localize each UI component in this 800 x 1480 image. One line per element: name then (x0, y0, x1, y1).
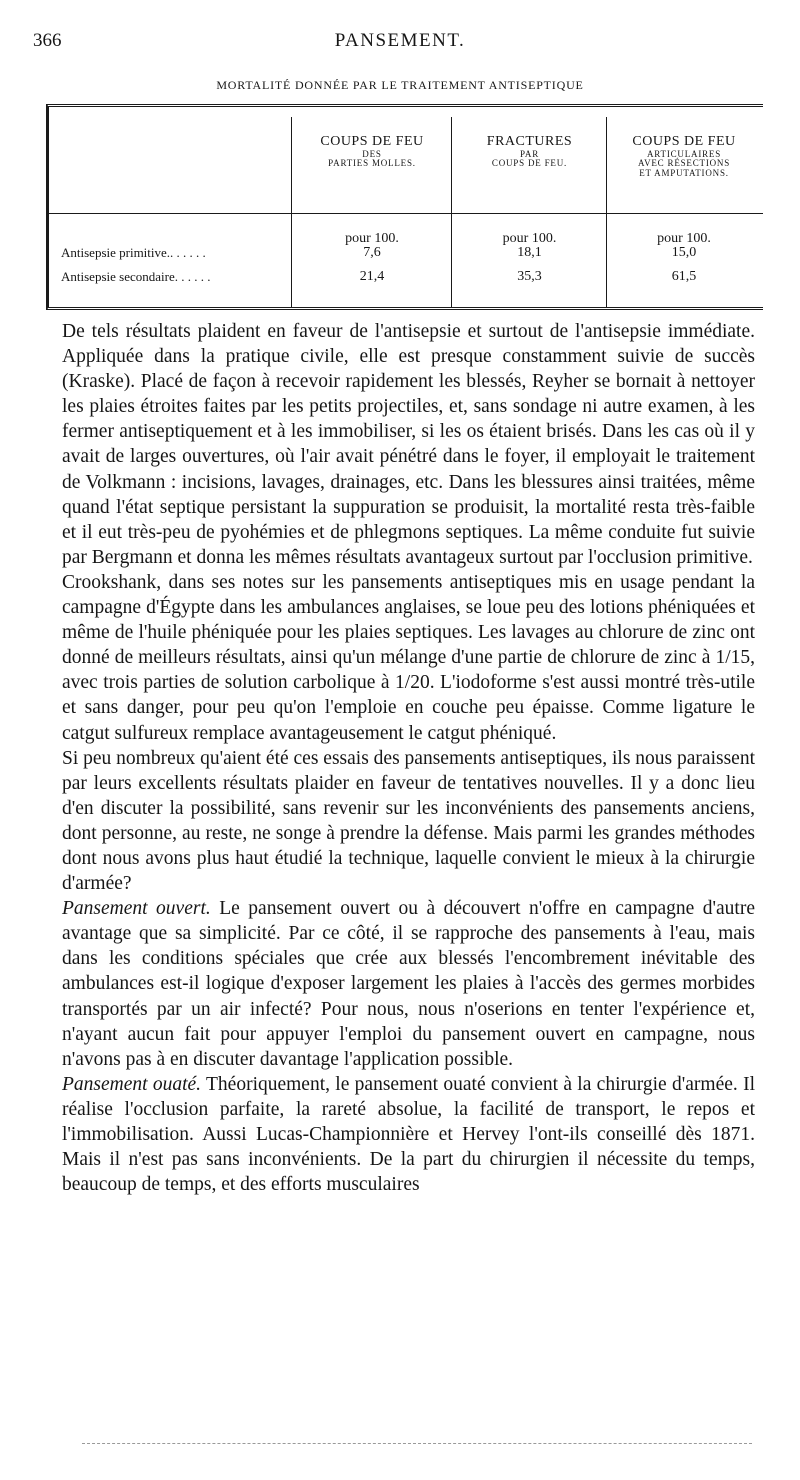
column-header-soft-tissue (293, 135, 451, 169)
table-divider (451, 117, 452, 307)
paragraph (62, 896, 755, 1072)
column-header-main: FRACTURES (486, 134, 573, 149)
row-label-secondary: Antisepsie secondaire. . . . . . (61, 269, 211, 284)
column-header-sub: AVEC RÉSECTIONS (637, 158, 731, 169)
page-number: 366 (33, 30, 62, 51)
table-divider (606, 117, 607, 307)
unit-label: pour 100. (657, 231, 711, 246)
row-label-primitive: Antisepsie primitive.. . . . . . (61, 245, 206, 260)
footer-rule (82, 1443, 752, 1444)
unit-label: pour 100. (345, 231, 399, 246)
paragraph-text: Le pansement ouvert ou à découvert n'offre en campagne d'autre avantage que sa simplicité. Par ce côté, il se rapproche des pansements à l'eau, mais dans les conditions spéciales que crée aux blessés l'encombrement inévitable des ambulances est-il logique d'exposer largement les plaies à l'accès des germes morbides transportés par un air infecté? Pour nous, nous n'oserions en tenter l'expérience et, n'ayant aucun fait pour appuyer l'emploi du pansement ouvert en campagne, nous n'avons pas à en discuter davantage l'application possible. (62, 898, 755, 1070)
column-header-sub: DES (362, 148, 382, 159)
column-header-sub: PAR (519, 148, 540, 159)
paragraph (62, 1072, 755, 1197)
body-text (62, 319, 755, 1197)
table-caption: MORTALITÉ DONNÉE PAR LE TRAITEMENT ANTISEPTIQUE (216, 78, 584, 92)
unit-label: pour 100. (502, 231, 557, 246)
paragraph-lead: Pansement ouvert. (62, 898, 211, 920)
running-head: PANSEMENT. (334, 30, 466, 51)
table-cell: 35,3 (517, 269, 542, 284)
table-cell: 18,1 (517, 245, 542, 260)
mortality-table (46, 104, 763, 310)
column-header-main: COUPS DE FEU (632, 134, 736, 149)
table-divider (291, 117, 292, 307)
column-header-fractures (453, 135, 606, 169)
paragraph-text: Théoriquement, le pansement ouaté convient à la chirurgie d'armée. Il réalise l'occlusion parfaite, la rareté absolue, la facilité de transport, le repos et l'immobilisation. Aussi Lucas-Championnière et Hervey l'ont-ils conseillé dès 1871. Mais il n'est pas sans inconvénients. De la part du chirurgien il nécessite du temps, beaucoup de temps, et des efforts musculaires (62, 1073, 755, 1196)
table-header-rule (49, 213, 763, 214)
table-cell: 61,5 (671, 269, 697, 284)
column-header-main: COUPS DE FEU (320, 134, 424, 149)
table-cell: 7,6 (363, 245, 381, 260)
column-header-sub: ARTICULAIRES (646, 148, 722, 159)
paragraph-lead: Pansement ouaté. (62, 1073, 202, 1095)
column-header-sub: COUPS DE FEU. (491, 158, 568, 169)
column-header-sub: ET AMPUTATIONS. (639, 167, 729, 178)
table-cell: 15,0 (671, 245, 697, 260)
column-header-sub: PARTIES MOLLES. (328, 158, 416, 169)
paragraph: De tels résultats plaident en faveur de l'antisepsie et surtout de l'antisepsie immédiate. Appliquée dans la pratique civile, elle est presque constamment suivie de succès (Kraske). Placé de façon à recevoir rapidement les blessés, Reyher se bornait à nettoyer les plaies étroites faites par les petits projectiles, et, sans sondage ni autre examen, à les fermer antiseptiquement et à les immobiliser, si les os étaient brisés. Dans les cas où il y avait de larges ouvertures, où l'air avait pénétré dans le foyer, il employait le traitement de Volkmann : incisions, lavages, drainages, etc. Dans les blessures ainsi traitées, même quand l'état septique persistant la suppuration se produisit, la mortalité resta très-faible et il eut très-peu de pyohémies et de phlegmons septiques. La même conduite fut suivie par Bergmann et donna les mêmes résultats avantageux surtout par l'occlusion primitive. (62, 321, 755, 568)
paragraph: Si peu nombreux qu'aient été ces essais des pansements antiseptiques, ils nous paraissent par leurs excellents résultats plaider en faveur de tentatives nouvelles. Il y a donc lieu d'en discuter la possibilité, sans revenir sur les inconvénients des pansements anciens, dont personne, au reste, ne songe à prendre la défense. Mais parmi les grandes méthodes dont nous avons plus haut étudié la technique, laquelle convient le mieux à la chirurgie d'armée? (62, 747, 755, 895)
paragraph: Crookshank, dans ses notes sur les pansements antiseptiques mis en usage pendant la campagne d'Égypte dans les ambulances anglaises, se loue peu des lotions phéniquées et même de l'huile phéniquée pour les plaies septiques. Les lavages au chlorure de zinc ont donné de meilleurs résultats, ainsi qu'un mélange d'une partie de chlorure de zinc à 1/15, avec trois parties de solution carbolique à 1/20. L'iodoforme s'est aussi montré très-utile et sans danger, pour peu qu'on l'emploie en couche peu épaisse. Comme ligature le catgut sulfureux remplace avantageusement le catgut phéniqué. (62, 571, 755, 744)
column-header-articular (608, 135, 760, 178)
table-cell: 21,4 (359, 269, 385, 284)
